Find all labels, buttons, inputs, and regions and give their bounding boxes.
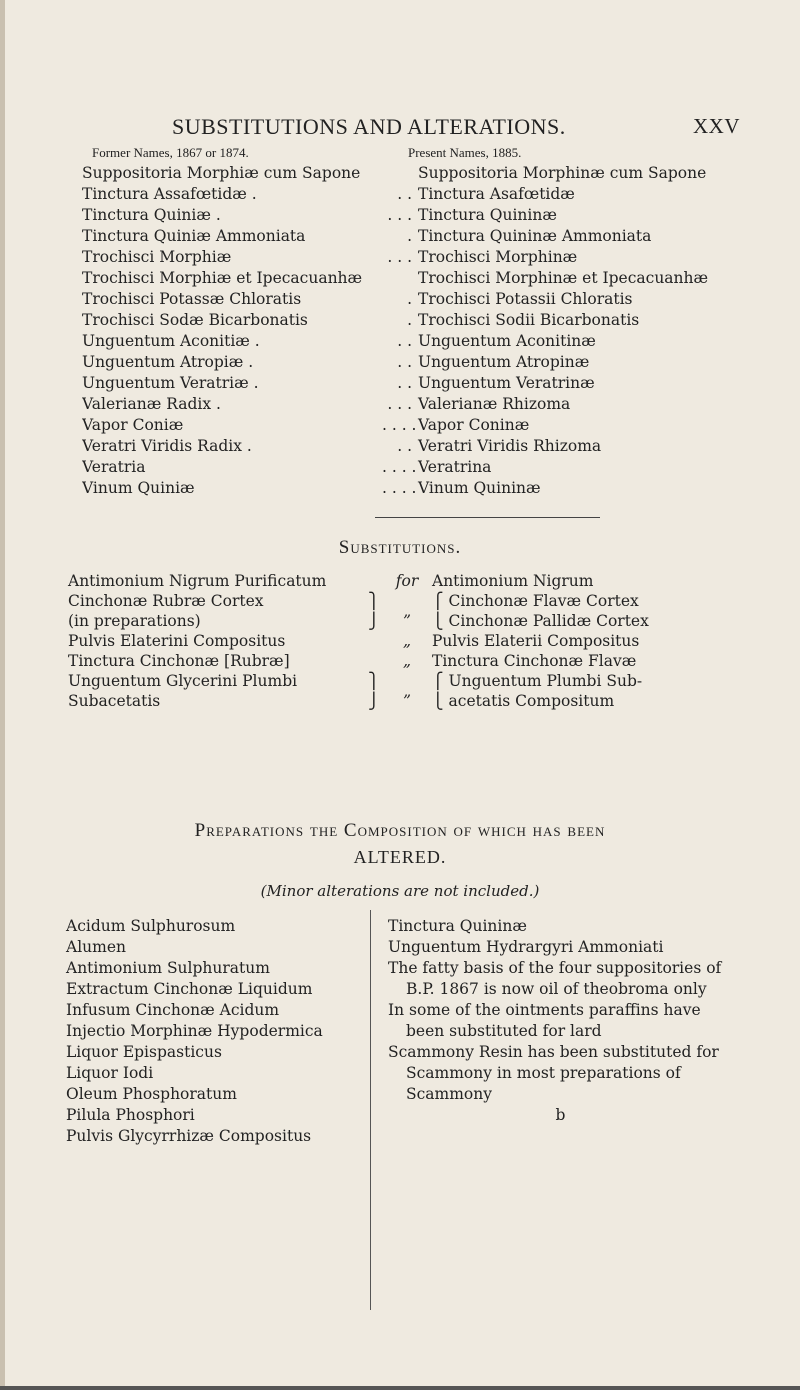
minor-alterations-note: (Minor alterations are not included.) bbox=[260, 882, 540, 900]
connector: ” bbox=[403, 612, 411, 630]
connector: „ bbox=[402, 652, 412, 670]
present-name: Tinctura Quininæ bbox=[418, 206, 557, 224]
substituted-name: (in preparations) bbox=[68, 612, 201, 630]
former-name: Trochisci Morphiæ et Ipecacuanhæ bbox=[82, 269, 363, 287]
substitution-row bbox=[68, 651, 768, 671]
leader-dots: . . . bbox=[387, 206, 412, 224]
preparations-right-list bbox=[388, 916, 733, 1126]
present-name: Vapor Coninæ bbox=[418, 416, 530, 434]
preparation-item: Pulvis Glycyrrhizæ Compositus bbox=[66, 1127, 312, 1145]
pair-row bbox=[82, 268, 762, 289]
pair-row bbox=[82, 226, 762, 247]
preparation-item: Infusum Cinchonæ Acidum bbox=[66, 1001, 280, 1019]
former-name: Valerianæ Radix . bbox=[82, 395, 221, 413]
substitutions-title: Substitutions. bbox=[338, 537, 462, 558]
present-name: Unguentum Veratrinæ bbox=[418, 374, 595, 392]
original-name: ⎩ Cinchonæ Pallidæ Cortex bbox=[432, 612, 649, 630]
present-name: Tinctura Quininæ Ammoniata bbox=[418, 227, 652, 245]
bottom-edge bbox=[0, 1386, 800, 1390]
brace-mark bbox=[368, 571, 382, 591]
leader-dots: . . bbox=[397, 374, 412, 392]
former-name: Trochisci Sodæ Bicarbonatis bbox=[82, 311, 308, 329]
connector: ” bbox=[403, 692, 411, 710]
pair-row bbox=[82, 163, 762, 184]
former-name: Unguentum Aconitiæ . bbox=[82, 332, 260, 350]
present-name: Trochisci Potassii Chloratis bbox=[418, 290, 633, 308]
preparation-item: Tinctura Quininæ bbox=[388, 917, 527, 935]
present-name: Veratri Viridis Rhizoma bbox=[418, 437, 602, 455]
connector bbox=[382, 671, 432, 691]
connector: „ bbox=[402, 632, 412, 650]
original-name: ⎧ Unguentum Plumbi Sub- bbox=[432, 672, 643, 690]
pair-row bbox=[82, 436, 762, 457]
pair-row bbox=[82, 310, 762, 331]
substituted-name: Pulvis Elaterini Compositus bbox=[68, 632, 286, 650]
name-pairs-table bbox=[82, 163, 762, 499]
former-name: Unguentum Veratriæ . bbox=[82, 374, 259, 392]
preparations-title-line2: ALTERED. bbox=[353, 847, 447, 867]
pair-row bbox=[82, 373, 762, 394]
brace-mark bbox=[368, 631, 382, 651]
leader-dots: . . . . bbox=[382, 479, 417, 497]
substitution-row bbox=[68, 631, 768, 651]
former-name: Tinctura Assafœtidæ . bbox=[82, 185, 257, 203]
preparation-item: Injectio Morphinæ Hypodermica bbox=[66, 1022, 323, 1040]
pair-row bbox=[82, 394, 762, 415]
preparation-item: Oleum Phosphoratum bbox=[66, 1085, 237, 1103]
former-name: Veratri Viridis Radix . bbox=[82, 437, 252, 455]
pair-row bbox=[82, 352, 762, 373]
substituted-name: Tinctura Cinchonæ [Rubræ] bbox=[68, 652, 290, 670]
column-divider bbox=[370, 910, 371, 1310]
preparation-item: Liquor Epispasticus bbox=[66, 1043, 222, 1061]
substitution-row bbox=[68, 591, 768, 611]
leader-dots bbox=[382, 163, 418, 184]
leader-dots: . . bbox=[397, 437, 412, 455]
substituted-name: Cinchonæ Rubræ Cortex bbox=[68, 592, 264, 610]
former-name: Vapor Coniæ bbox=[82, 416, 184, 434]
former-name: Trochisci Potassæ Chloratis bbox=[82, 290, 302, 308]
page-edge bbox=[0, 0, 5, 1390]
signature-mark: b bbox=[555, 1106, 566, 1124]
leader-dots: . . bbox=[397, 353, 412, 371]
leader-dots: . . bbox=[397, 332, 412, 350]
brace-mark: ⎫ bbox=[368, 592, 380, 610]
present-name: Trochisci Sodii Bicarbonatis bbox=[418, 311, 640, 329]
pair-row bbox=[82, 457, 762, 478]
substitution-row bbox=[68, 611, 768, 631]
preparation-item: Scammony Resin has been substituted for Scammony in most preparations of Scammony bbox=[388, 1043, 719, 1103]
substitutions-table bbox=[68, 571, 768, 711]
preparation-item: Liquor Iodi bbox=[66, 1064, 154, 1082]
present-name: Trochisci Morphinæ bbox=[418, 248, 578, 266]
preparation-item: Acidum Sulphurosum bbox=[66, 917, 236, 935]
pair-row bbox=[82, 415, 762, 436]
substitution-row bbox=[68, 671, 768, 691]
leader-dots: . . . . bbox=[382, 416, 417, 434]
brace-mark: ⎫ bbox=[368, 672, 380, 690]
present-name: Suppositoria Morphinæ cum Sapone bbox=[418, 164, 707, 182]
original-name: Antimonium Nigrum bbox=[432, 572, 594, 590]
substituted-name: Antimonium Nigrum Purificatum bbox=[68, 572, 327, 590]
leader-dots: . bbox=[407, 311, 412, 329]
connector: for bbox=[395, 572, 419, 590]
original-name: ⎧ Cinchonæ Flavæ Cortex bbox=[432, 592, 639, 610]
original-name: Pulvis Elaterii Compositus bbox=[432, 632, 640, 650]
page-number: XXV bbox=[693, 114, 740, 138]
brace-mark bbox=[368, 651, 382, 671]
pair-row bbox=[82, 247, 762, 268]
leader-dots: . . . . . bbox=[382, 458, 427, 476]
section-rule bbox=[375, 517, 600, 518]
leader-dots: . . . bbox=[387, 248, 412, 266]
present-name: Veratrina bbox=[418, 458, 492, 476]
pair-row bbox=[82, 478, 762, 499]
preparation-item: Unguentum Hydrargyri Ammoniati bbox=[388, 938, 664, 956]
present-name: Valerianæ Rhizoma bbox=[418, 395, 571, 413]
former-name: Vinum Quiniæ bbox=[82, 479, 195, 497]
present-name: Trochisci Morphinæ et Ipecacuanhæ bbox=[418, 269, 709, 287]
former-name: Tinctura Quiniæ Ammoniata bbox=[82, 227, 306, 245]
substitution-row bbox=[68, 571, 768, 591]
brace-mark: ⎭ bbox=[368, 692, 380, 710]
header-title: SUBSTITUTIONS AND ALTERATIONS. bbox=[172, 114, 566, 139]
preparation-item: In some of the ointments paraffins have been substituted for lard bbox=[388, 1001, 701, 1040]
substituted-name: Subacetatis bbox=[68, 692, 161, 710]
preparation-item: Antimonium Sulphuratum bbox=[66, 959, 270, 977]
leader-dots: . bbox=[407, 227, 412, 245]
former-name: Trochisci Morphiæ bbox=[82, 248, 232, 266]
pair-row bbox=[82, 289, 762, 310]
connector bbox=[382, 591, 432, 611]
leader-dots bbox=[382, 268, 418, 289]
pair-row bbox=[82, 184, 762, 205]
pair-row bbox=[82, 331, 762, 352]
preparation-item: The fatty basis of the four suppositories of B.P. 1867 is now oil of theobroma only bbox=[388, 959, 722, 998]
former-name: Suppositoria Morphiæ cum Sapone bbox=[82, 164, 361, 182]
preparation-item: Alumen bbox=[66, 938, 126, 956]
preparations-left-list bbox=[66, 916, 356, 1147]
present-name: Unguentum Aconitinæ bbox=[418, 332, 596, 350]
present-name: Tinctura Asafœtidæ bbox=[418, 185, 575, 203]
original-name: ⎩ acetatis Compositum bbox=[432, 692, 615, 710]
leader-dots: . . bbox=[397, 185, 412, 203]
original-name: Tinctura Cinchonæ Flavæ bbox=[432, 652, 637, 670]
preparation-item: Pilula Phosphori bbox=[66, 1106, 195, 1124]
present-name: Unguentum Atropinæ bbox=[418, 353, 590, 371]
former-name: Unguentum Atropiæ . bbox=[82, 353, 254, 371]
pair-row bbox=[82, 205, 762, 226]
leader-dots: . . . bbox=[387, 395, 412, 413]
substitution-row bbox=[68, 691, 768, 711]
former-name: Tinctura Quiniæ . bbox=[82, 206, 221, 224]
present-names-heading: Present Names, 1885. bbox=[408, 145, 522, 160]
leader-dots: . bbox=[407, 290, 412, 308]
former-names-heading: Former Names, 1867 or 1874. bbox=[92, 145, 249, 160]
substituted-name: Unguentum Glycerini Plumbi bbox=[68, 672, 298, 690]
present-name: Vinum Quininæ bbox=[418, 479, 541, 497]
preparation-item: Extractum Cinchonæ Liquidum bbox=[66, 980, 313, 998]
preparations-title: Preparations the Composition of which has been bbox=[194, 820, 606, 841]
former-name: Veratria bbox=[82, 458, 146, 476]
brace-mark: ⎭ bbox=[368, 612, 380, 630]
